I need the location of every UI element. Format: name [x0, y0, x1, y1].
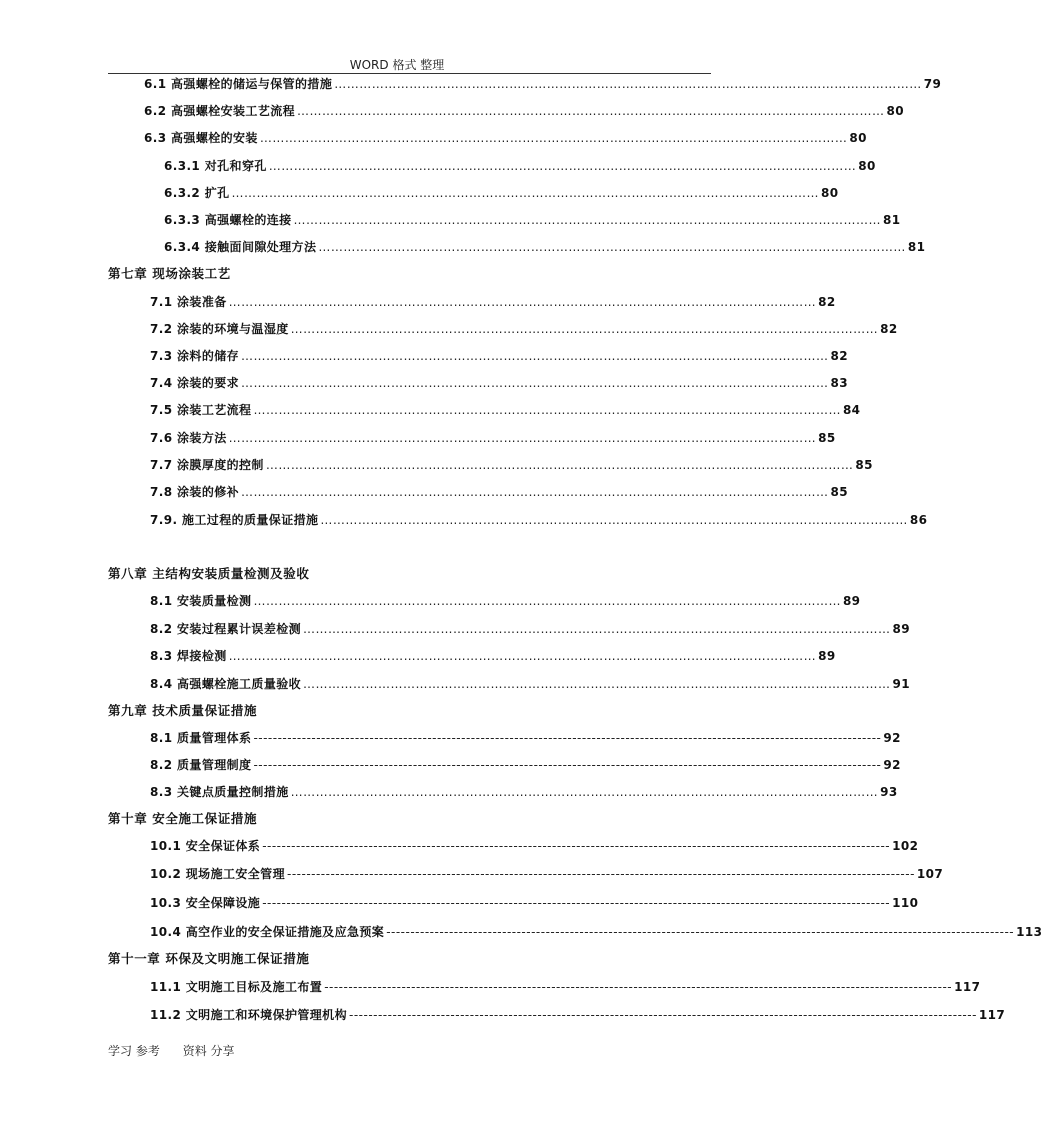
toc-entry-label: 7.2 涂装的环境与温湿度 [150, 322, 289, 336]
toc-entry-8-3[interactable] [150, 648, 836, 664]
toc-entry-label: 10.2 现场施工安全管理 [150, 867, 285, 881]
toc-leader-dots: …………………………………………………………………………………………………………………………… [228, 649, 817, 663]
toc-entry-6-3-3[interactable] [164, 212, 901, 228]
toc-page-number: 85 [855, 458, 873, 472]
toc-page-number: 79 [923, 77, 942, 91]
toc-entry-label: 11.1 文明施工目标及施工布置 [150, 980, 323, 994]
toc-entry-6-3-2[interactable] [164, 185, 839, 201]
toc-entry-6-3-1[interactable] [164, 158, 876, 174]
toc-entry-label: 6.3.4 接触面间隙处理方法 [164, 240, 317, 254]
toc-entry-label: 6.3.1 对孔和穿孔 [164, 159, 267, 173]
toc-leader-dots: …………………………………………………………………………………………………………………………… [253, 403, 841, 417]
toc-page-number: 107 [916, 867, 944, 881]
toc-leader-dots: ---------------------------------------------------------------------------------------------------------------------------------- [324, 980, 953, 994]
toc-page-number: 85 [818, 431, 836, 445]
page-footer: 学习 参考 资料 分享 [108, 1044, 235, 1058]
toc-entry-label: 7.6 涂装方法 [150, 431, 227, 445]
toc-entry-6-3[interactable] [144, 130, 867, 146]
toc-entry-7-5[interactable] [150, 402, 861, 418]
toc-page-number: 82 [830, 349, 849, 363]
toc-entry-7-6[interactable] [150, 430, 836, 446]
toc-page-number: 83 [830, 376, 849, 390]
toc-entry-label: 8.2 质量管理制度 [150, 758, 252, 772]
toc-page-number: 84 [842, 403, 861, 417]
toc-entry-6-2[interactable] [144, 103, 905, 119]
toc-entry-label: 10.4 高空作业的安全保证措施及应急预案 [150, 925, 385, 939]
toc-page-number: 113 [1016, 925, 1042, 939]
toc-page-number: 80 [858, 159, 876, 173]
toc-entry-8-2[interactable] [150, 621, 911, 637]
toc-page-number: 89 [892, 622, 911, 636]
toc-entry-7-2[interactable] [150, 321, 898, 337]
toc-page-number: 81 [883, 213, 901, 227]
toc-page-number: 110 [892, 896, 919, 910]
toc-leader-dots: …………………………………………………………………………………………………………………………… [253, 594, 841, 608]
toc-leader-dots: …………………………………………………………………………………………………………………………… [293, 213, 882, 227]
toc-entry-9-3[interactable] [150, 784, 898, 800]
toc-leader-dots: …………………………………………………………………………………………………………………………… [241, 349, 829, 363]
toc-page-number: 92 [883, 731, 901, 745]
toc-chapter-7[interactable]: 第七章 现场涂装工艺 [108, 266, 231, 281]
toc-entry-11-2[interactable] [150, 1007, 1006, 1023]
toc-page-number: 80 [821, 186, 839, 200]
toc-entry-label: 7.3 涂料的储存 [150, 349, 240, 363]
toc-entry-10-2[interactable] [150, 866, 944, 882]
toc-page-number: 102 [892, 839, 919, 853]
toc-entry-label: 11.2 文明施工和环境保护管理机构 [150, 1008, 347, 1022]
toc-entry-label: 7.1 涂装准备 [150, 295, 227, 309]
toc-leader-dots: ---------------------------------------------------------------------------------------------------------------------------------- [253, 731, 882, 745]
toc-entry-10-4[interactable] [150, 924, 1042, 940]
toc-leader-dots: …………………………………………………………………………………………………………………………… [241, 376, 829, 390]
toc-entry-label: 7.8 涂装的修补 [150, 485, 240, 499]
toc-entry-6-3-4[interactable] [164, 239, 926, 255]
toc-leader-dots: …………………………………………………………………………………………………………………………… [318, 240, 906, 254]
toc-chapter-11[interactable]: 第十一章 环保及文明施工保证措施 [108, 951, 310, 966]
toc-entry-10-1[interactable] [150, 838, 919, 854]
toc-page-number: 91 [892, 677, 911, 691]
toc-leader-dots: …………………………………………………………………………………………………………………………… [290, 322, 879, 336]
toc-entry-label: 8.3 焊接检测 [150, 649, 227, 663]
toc-leader-dots: ---------------------------------------------------------------------------------------------------------------------------------- [287, 867, 915, 881]
toc-leader-dots: …………………………………………………………………………………………………………………………… [334, 77, 922, 91]
toc-page-number: 82 [880, 322, 898, 336]
toc-leader-dots: …………………………………………………………………………………………………………………………… [320, 513, 908, 527]
toc-leader-dots: …………………………………………………………………………………………………………………………… [259, 131, 848, 145]
toc-entry-10-3[interactable] [150, 895, 919, 911]
toc-leader-dots: …………………………………………………………………………………………………………………………… [303, 622, 891, 636]
toc-leader-dots: …………………………………………………………………………………………………………………………… [231, 186, 820, 200]
toc-entry-7-8[interactable] [150, 484, 849, 500]
toc-entry-label: 8.1 质量管理体系 [150, 731, 252, 745]
toc-entry-7-9[interactable] [150, 512, 928, 528]
toc-entry-7-7[interactable] [150, 457, 873, 473]
toc-entry-7-1[interactable] [150, 294, 836, 310]
toc-entry-9-1[interactable] [150, 730, 901, 746]
toc-leader-dots: …………………………………………………………………………………………………………………………… [241, 485, 829, 499]
toc-entry-label: 10.1 安全保证体系 [150, 839, 261, 853]
toc-page-number: 80 [849, 131, 867, 145]
toc-leader-dots: …………………………………………………………………………………………………………………………… [290, 785, 879, 799]
toc-entry-6-1[interactable] [144, 76, 942, 92]
toc-chapter-9[interactable]: 第九章 技术质量保证措施 [108, 703, 258, 718]
toc-page-number: 85 [830, 485, 849, 499]
toc-leader-dots: ---------------------------------------------------------------------------------------------------------------------------------- [253, 758, 882, 772]
toc-page-number: 89 [818, 649, 836, 663]
toc-entry-7-4[interactable] [150, 375, 849, 391]
toc-page-number: 89 [842, 594, 861, 608]
toc-page-number: 86 [909, 513, 928, 527]
toc-leader-dots: …………………………………………………………………………………………………………………………… [265, 458, 854, 472]
toc-entry-label: 6.1 高强螺栓的储运与保管的措施 [144, 77, 333, 91]
toc-leader-dots: ---------------------------------------------------------------------------------------------------------------------------------- [349, 1008, 977, 1022]
toc-entry-label: 6.3 高强螺栓的安装 [144, 131, 258, 145]
toc-entry-label: 8.1 安装质量检测 [150, 594, 252, 608]
toc-page-number: 92 [883, 758, 901, 772]
toc-page-number: 93 [880, 785, 898, 799]
toc-leader-dots: ---------------------------------------------------------------------------------------------------------------------------------- [386, 925, 1015, 939]
toc-leader-dots: ---------------------------------------------------------------------------------------------------------------------------------- [262, 839, 891, 853]
toc-entry-11-1[interactable] [150, 979, 981, 995]
toc-entry-label: 6.3.3 高强螺栓的连接 [164, 213, 292, 227]
toc-page-number: 81 [907, 240, 926, 254]
toc-chapter-8[interactable]: 第八章 主结构安装质量检测及验收 [108, 566, 310, 581]
toc-entry-label: 7.4 涂装的要求 [150, 376, 240, 390]
page-header: WORD 格式 整理 [349, 58, 445, 72]
toc-entry-label: 7.7 涂膜厚度的控制 [150, 458, 264, 472]
toc-page-number: 117 [954, 980, 981, 994]
toc-entry-9-2[interactable] [150, 757, 901, 773]
toc-entry-label: 6.3.2 扩孔 [164, 186, 230, 200]
toc-leader-dots: …………………………………………………………………………………………………………………………… [297, 104, 885, 118]
toc-leader-dots: …………………………………………………………………………………………………………………………… [303, 677, 891, 691]
toc-leader-dots: …………………………………………………………………………………………………………………………… [228, 295, 817, 309]
toc-entry-label: 8.3 关键点质量控制措施 [150, 785, 289, 799]
toc-entry-label: 10.3 安全保障设施 [150, 896, 261, 910]
toc-entry-8-1[interactable] [150, 593, 861, 609]
toc-leader-dots: …………………………………………………………………………………………………………………………… [268, 159, 857, 173]
toc-page-number: 80 [886, 104, 905, 118]
toc-page-number: 117 [978, 1008, 1006, 1022]
toc-leader-dots: ---------------------------------------------------------------------------------------------------------------------------------- [262, 896, 891, 910]
toc-entry-label: 6.2 高强螺栓安装工艺流程 [144, 104, 296, 118]
toc-leader-dots: …………………………………………………………………………………………………………………………… [228, 431, 817, 445]
toc-page-number: 82 [818, 295, 836, 309]
toc-entry-label: 7.5 涂装工艺流程 [150, 403, 252, 417]
toc-entry-label: 7.9. 施工过程的质量保证措施 [150, 513, 319, 527]
toc-chapter-10[interactable]: 第十章 安全施工保证措施 [108, 811, 258, 826]
toc-entry-7-3[interactable] [150, 348, 849, 364]
toc-entry-label: 8.2 安装过程累计误差检测 [150, 622, 302, 636]
toc-entry-label: 8.4 高强螺栓施工质量验收 [150, 677, 302, 691]
toc-entry-8-4[interactable] [150, 676, 911, 692]
